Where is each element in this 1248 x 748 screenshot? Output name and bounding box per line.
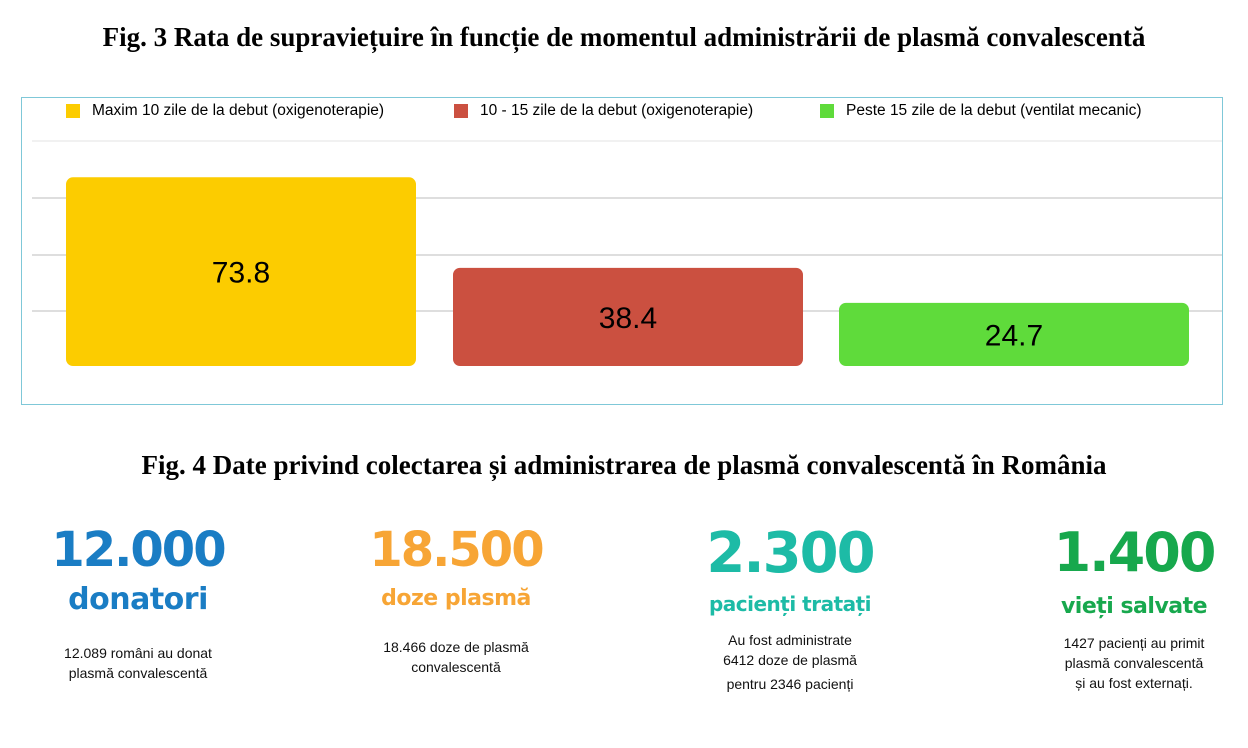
bar-value-label-2: 38.4 (598, 301, 658, 335)
stat-label: vieți salvate (1060, 594, 1208, 619)
stat-description-line: Au fost administrate (728, 632, 852, 648)
stat-plasma-doses (306, 522, 606, 677)
stat-description-line: plasmă convalescentă (68, 665, 208, 681)
stat-number: 2.300 (706, 521, 874, 586)
stat-patients-treated (640, 522, 940, 694)
bar-value-label-1: 73.8 (211, 256, 271, 290)
legend-label-1: Maxim 10 zile de la debut (oxigenoterapie) (92, 102, 385, 119)
stat-description-line: 12.089 români au donat (64, 645, 212, 661)
stat-description-line: plasmă convalescentă (1064, 655, 1204, 671)
stat-number: 12.000 (51, 522, 225, 578)
stat-lives-saved (984, 522, 1248, 693)
figure-3-title: Fig. 3 Rata de supraviețuire în funcție de momentul administrării de plasmă convalescentă (102, 22, 1146, 52)
stat-description-line: și au fost externați. (1075, 675, 1193, 691)
bar-value-label-3: 24.7 (984, 319, 1044, 353)
survival-bar-chart (21, 97, 1223, 405)
stat-label: doze plasmă (381, 586, 531, 611)
stat-number: 18.500 (369, 522, 543, 578)
legend-label-3: Peste 15 zile de la debut (ventilat mecanic) (846, 102, 1142, 119)
legend-label-2: 10 - 15 zile de la debut (oxigenoterapie) (480, 102, 754, 119)
stat-description-line: 6412 doze de plasmă (723, 652, 857, 668)
stat-donors (0, 522, 288, 683)
stat-description-line: convalescentă (411, 659, 501, 675)
stat-number: 1.400 (1053, 521, 1215, 584)
stat-label: donatori (68, 582, 208, 617)
figure-4-title: Fig. 4 Date privind colectarea și administrarea de plasmă convalescentă în România (141, 450, 1107, 480)
stat-description-line: pentru 2346 pacienți (726, 676, 854, 692)
stat-description-line: 1427 pacienți au primit (1063, 635, 1205, 651)
stat-label: pacienți tratați (708, 592, 872, 616)
stat-description-line: 18.466 doze de plasmă (383, 639, 529, 655)
chart-plot-area (22, 98, 1222, 404)
